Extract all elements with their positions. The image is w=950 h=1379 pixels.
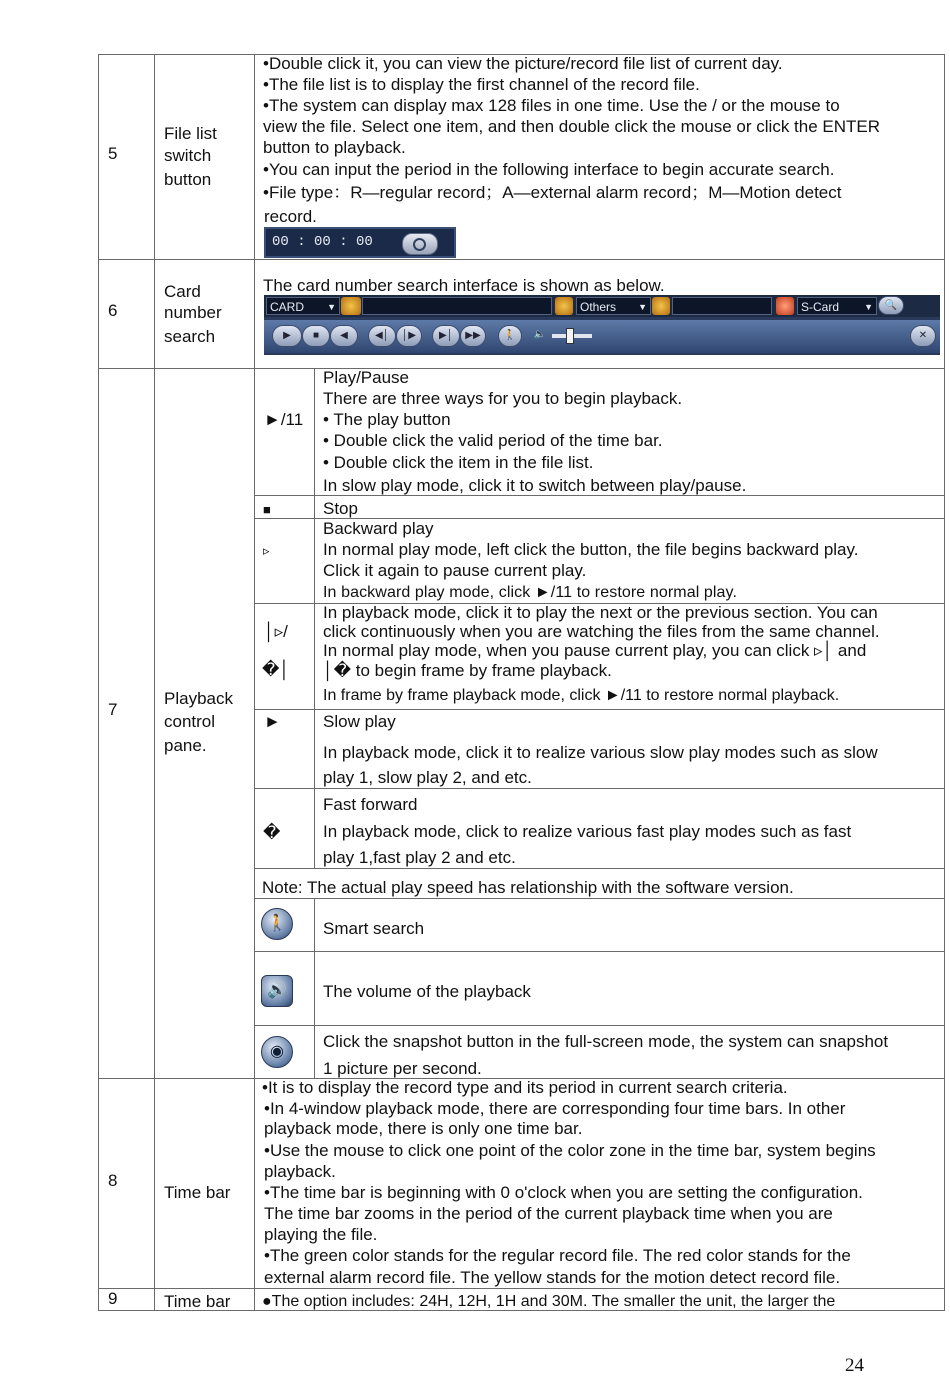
- row-8-line: •The green color stands for the regular record file. The red color stands for the: [264, 1246, 851, 1265]
- frame-line: │� to begin frame by frame playback.: [323, 661, 612, 680]
- slow-line: play 1, slow play 2, and etc.: [323, 768, 532, 787]
- row-5-line: button to playback.: [263, 138, 406, 157]
- alarm-icon[interactable]: [776, 297, 794, 315]
- snapshot-line: 1 picture per second.: [323, 1059, 482, 1078]
- keyboard-icon[interactable]: [652, 297, 670, 315]
- speed-note: Note: The actual play speed has relationship with the software version.: [262, 878, 794, 897]
- row-8-line: •In 4-window playback mode, there are corresponding four time bars. In other: [264, 1099, 846, 1118]
- speaker-icon: 🔊: [261, 975, 293, 1007]
- others-input[interactable]: [672, 297, 772, 315]
- play-pause-line: There are three ways for you to begin playback.: [323, 389, 683, 408]
- frame-line: In normal play mode, when you pause current play, you can click ▹│ and: [323, 641, 867, 660]
- row-5-line: •You can input the period in the following interface to begin accurate search.: [263, 160, 835, 179]
- smart-search-text: Smart search: [323, 919, 425, 938]
- row-6-name-1: Card: [164, 282, 201, 301]
- row-5-name-2: switch: [164, 146, 212, 165]
- card-type-select[interactable]: [266, 297, 340, 315]
- search-button[interactable]: 🔍: [878, 296, 904, 315]
- row-8-line: •Use the mouse to click one point of the color zone in the time bar, system begins: [264, 1141, 876, 1160]
- backward-bold-line: In backward play mode, click ►/11 to restore normal play.: [323, 584, 738, 601]
- keyboard-icon[interactable]: [341, 297, 361, 315]
- row-5-line: •The system can display max 128 files in one time. Use the / or the mouse to: [263, 96, 840, 115]
- play-pause-line: • The play button: [323, 410, 451, 429]
- row-9-number: 9: [108, 1289, 118, 1308]
- volume-text: The volume of the playback: [323, 982, 531, 1001]
- prev-frame-button[interactable]: ◀│: [368, 325, 396, 347]
- row-6-name-3: search: [164, 327, 216, 346]
- row-5-number: 5: [108, 144, 118, 163]
- row-5-line: •The file list is to display the first channel of the record file.: [263, 75, 700, 94]
- playback-control-bar: [264, 320, 940, 353]
- backward-line: In normal play mode, left click the button, the file begins backward play.: [323, 540, 859, 559]
- row-5-name-3: button: [164, 170, 212, 189]
- play-pause-line: • Double click the valid period of the time bar.: [323, 431, 663, 450]
- play-pause-symbol: ►/11: [264, 410, 304, 429]
- play-pause-line: • Double click the item in the file list.: [323, 453, 594, 472]
- stop-text: Stop: [323, 499, 358, 518]
- backward-line: Backward play: [323, 519, 434, 538]
- row-8-line: playback.: [264, 1162, 336, 1181]
- slow-line: Slow play: [323, 712, 396, 731]
- row-7-name-1: Playback: [164, 689, 233, 708]
- frame-line: In playback mode, click it to play the next or the previous section. You can: [323, 603, 878, 622]
- others-select[interactable]: [576, 297, 651, 315]
- camera-icon: ◉: [261, 1036, 293, 1068]
- scard-select[interactable]: [797, 297, 877, 315]
- fast-line: In playback mode, click to realize various fast play modes such as fast: [323, 822, 852, 841]
- row-7-number: 7: [108, 700, 118, 719]
- time-search-field[interactable]: [264, 227, 456, 258]
- volume-slider-handle[interactable]: [566, 328, 574, 344]
- row-8-line: playback mode, there is only one time bar.: [264, 1119, 583, 1138]
- row-5-line: •Double click it, you can view the picture/record file list of current day.: [263, 54, 783, 73]
- row-6-text: The card number search interface is shown as below.: [263, 276, 665, 295]
- row-5-name-1: File list: [164, 124, 217, 143]
- card-search-toolbar: [264, 295, 940, 355]
- search-icon[interactable]: [402, 233, 438, 255]
- row-8-name: Time bar: [164, 1183, 231, 1202]
- play-pause-line: In slow play mode, click it to switch between play/pause.: [323, 476, 747, 495]
- time-value: 00 : 00 : 00: [272, 234, 373, 250]
- row-8-line: external alarm record file. The yellow stands for the motion detect record file.: [264, 1268, 841, 1287]
- frame-symbol-2: �│: [262, 660, 291, 679]
- scard-value: S-Card: [801, 300, 840, 314]
- row-5-line: record.: [264, 207, 317, 226]
- slow-symbol: ►: [264, 712, 281, 731]
- smart-search-button[interactable]: 🚶: [498, 325, 522, 347]
- chevron-down-icon: ▼: [327, 302, 336, 312]
- row-6-number: 6: [108, 301, 118, 320]
- volume-button[interactable]: 🔈: [533, 329, 547, 340]
- row-8-line: playing the file.: [264, 1225, 378, 1244]
- stop-symbol: ■: [263, 502, 271, 517]
- channel-icon[interactable]: [555, 297, 573, 315]
- next-frame-button[interactable]: │▶: [396, 325, 422, 347]
- frame-symbol-1: │▹/: [264, 622, 288, 641]
- chevron-down-icon: ▼: [638, 302, 647, 312]
- row-8-line: •It is to display the record type and its period in current search criteria.: [262, 1078, 788, 1097]
- card-search-row: [264, 295, 940, 317]
- page-number: 24: [845, 1355, 864, 1376]
- backward-symbol: ▹: [263, 543, 270, 558]
- row-9-text: ●The option includes: 24H, 12H, 1H and 30M. The smaller the unit, the larger the: [262, 1293, 836, 1310]
- chevron-down-icon: ▼: [864, 302, 873, 312]
- play-pause-line: Play/Pause: [323, 368, 409, 387]
- play-button[interactable]: ▶: [272, 325, 302, 347]
- backward-button[interactable]: ◀: [330, 325, 358, 347]
- row-8-number: 8: [108, 1171, 118, 1190]
- fast-line: play 1,fast play 2 and etc.: [323, 848, 516, 867]
- slow-line: In playback mode, click it to realize various slow play modes such as slow: [323, 743, 878, 762]
- row-9-name: Time bar: [164, 1292, 231, 1311]
- row-7-name-3: pane.: [164, 736, 207, 755]
- row-8-line: •The time bar is beginning with 0 o'clock when you are setting the configuration.: [264, 1183, 863, 1202]
- backward-line: Click it again to pause current play.: [323, 561, 587, 580]
- row-6-name-2: number: [164, 303, 222, 322]
- fast-forward-button[interactable]: ▶▶: [460, 325, 486, 347]
- person-walk-icon: 🚶: [261, 908, 293, 940]
- others-value: Others: [580, 300, 617, 314]
- exit-button[interactable]: ✕: [910, 325, 936, 347]
- stop-button[interactable]: ■: [302, 325, 330, 347]
- row-5-line: view the file. Select one item, and then double click the mouse or click the ENTER: [263, 117, 881, 136]
- frame-bold-line: In frame by frame playback mode, click ►/11 to restore normal playback.: [323, 687, 840, 704]
- frame-line: click continuously when you are watching the files from the same channel.: [323, 622, 880, 641]
- fast-symbol: �: [263, 823, 281, 842]
- row-8-line: The time bar zooms in the period of the current playback time when you are: [264, 1204, 833, 1223]
- row-7-name-2: control: [164, 712, 216, 731]
- card-number-input[interactable]: [362, 297, 552, 315]
- slow-play-button[interactable]: ▶│: [432, 325, 460, 347]
- card-type-value: CARD: [270, 300, 305, 314]
- fast-line: Fast forward: [323, 795, 418, 814]
- snapshot-line: Click the snapshot button in the full-screen mode, the system can snapshot: [323, 1032, 889, 1051]
- row-5-line: •File type：R—regular record；A—external alarm record；M—Motion detect: [263, 183, 842, 202]
